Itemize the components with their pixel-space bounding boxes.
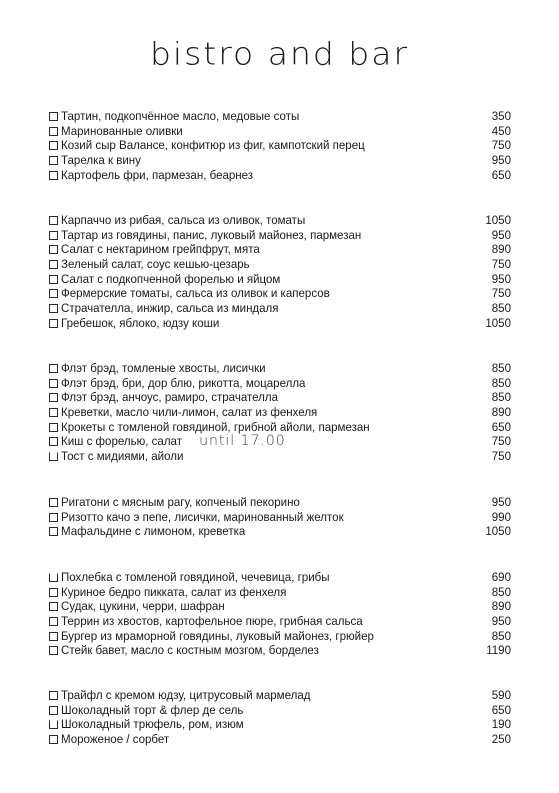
menu-item <box>49 614 511 629</box>
checkbox-icon <box>49 141 58 150</box>
menu-item-name: Ригатони с мясным рагу, копченый пекорино <box>61 495 300 509</box>
menu-item <box>49 524 511 539</box>
menu-item-price: 950 <box>491 153 511 168</box>
checkbox-icon <box>49 452 58 461</box>
menu-item <box>49 361 511 376</box>
menu-item <box>49 570 511 585</box>
checkbox-icon <box>49 617 58 626</box>
menu-item-name: Флэт брэд, томленые хвосты, лисички <box>61 361 266 375</box>
menu-item <box>49 703 511 718</box>
menu-item <box>49 629 511 644</box>
menu-item-name: Судак, цукини, черри, шафран <box>61 599 225 614</box>
menu-item-price: 1190 <box>486 643 511 658</box>
menu-item-name: Флэт брэд, бри, дор блю, рикотта, моцарелла <box>61 375 306 390</box>
checkbox-icon <box>49 498 58 507</box>
menu-title: bistro and bar <box>149 34 410 73</box>
menu-item-name: Маринованные оливки <box>61 123 183 138</box>
checkbox-icon <box>49 720 58 729</box>
checkbox-icon <box>49 588 58 597</box>
checkbox-icon <box>49 527 58 536</box>
menu-item-price: 750 <box>491 257 511 272</box>
menu-item-name: Террин из хвостов, картофельное пюре, грибная сальса <box>61 614 363 629</box>
menu-item-price: 1050 <box>485 524 511 539</box>
checkbox-icon <box>49 513 58 522</box>
checkbox-icon <box>49 691 58 700</box>
menu-item-name: Мафальдине с лимоном, креветка <box>61 524 246 539</box>
menu-item-name: Козий сыр Валансе, конфитюр из фиг, кампотский перец <box>61 138 365 153</box>
menu-item <box>49 168 511 183</box>
menu-item-name: Стейк бавет, масло с костным мозгом, борделез <box>61 643 319 658</box>
menu-item-price: 590 <box>491 688 511 702</box>
menu-item-price: 750 <box>491 434 511 449</box>
checkbox-icon <box>49 393 58 402</box>
menu-item <box>49 228 511 243</box>
menu-item <box>49 585 511 600</box>
checkbox-icon <box>49 437 58 446</box>
menu-item-name: Мороженое / сорбет <box>61 732 170 747</box>
menu-section-mains <box>49 570 511 658</box>
menu-item-name: Тост с мидиями, айоли <box>61 449 184 464</box>
menu-item-name: Гребешок, яблоко, юдзу коши <box>61 315 220 330</box>
checkbox-icon <box>49 156 58 165</box>
menu-item-price: 1050 <box>485 213 511 227</box>
checkbox-icon <box>49 289 58 298</box>
menu-item <box>49 138 511 153</box>
menu-item <box>49 510 511 525</box>
menu-item <box>49 732 511 747</box>
checkbox-icon <box>49 573 58 582</box>
menu-item-price: 190 <box>491 717 511 732</box>
checkbox-icon <box>49 112 58 121</box>
menu-item-price: 690 <box>491 570 511 584</box>
menu-item-price: 750 <box>491 449 511 464</box>
checkbox-icon <box>49 646 58 655</box>
menu-item <box>49 213 511 228</box>
menu-item-name: Салат с подкопченной форелью и яйцом <box>61 271 281 286</box>
menu-item <box>49 301 511 316</box>
menu-item-price: 750 <box>491 138 511 153</box>
checkbox-icon <box>49 602 58 611</box>
menu-item-price: 750 <box>491 286 511 301</box>
menu-item-price: 850 <box>491 628 511 643</box>
checkbox-icon <box>49 364 58 373</box>
menu-item-name: Киш с форелью, салат <box>61 434 182 449</box>
checkbox-icon <box>49 275 58 284</box>
menu-section-hot-appetizers <box>49 361 511 464</box>
menu-item-price: 650 <box>491 702 511 717</box>
menu-item <box>49 153 511 168</box>
menu-item <box>49 124 511 139</box>
menu-section-pasta <box>49 495 511 539</box>
checkbox-icon <box>49 260 58 269</box>
menu-item-name: Тарелка к вину <box>61 153 141 168</box>
checkbox-icon <box>49 171 58 180</box>
menu-item <box>49 449 511 464</box>
menu-item <box>49 316 511 331</box>
menu-item-handwritten-note: until 17.00 <box>199 433 286 450</box>
checkbox-icon <box>49 304 58 313</box>
menu-item-price: 890 <box>491 405 511 420</box>
menu-item <box>49 717 511 732</box>
menu-item-price: 890 <box>491 242 511 257</box>
menu-section-starters <box>49 109 511 182</box>
menu-item-name: Страчателла, инжир, сальса из миндаля <box>61 301 279 316</box>
checkbox-icon <box>49 245 58 254</box>
checkbox-icon <box>49 408 58 417</box>
menu-item-price: 850 <box>491 584 511 599</box>
menu-item-price: 850 <box>491 361 511 375</box>
menu-item <box>49 257 511 272</box>
menu-item <box>49 286 511 301</box>
menu-item-name: Флэт брэд, анчоус, рамиро, страчателла <box>61 390 279 405</box>
menu-item <box>49 376 511 391</box>
menu-item-name: Креветки, масло чили-лимон, салат из фенхеля <box>61 405 318 420</box>
menu-item <box>49 405 511 420</box>
menu-item-price: 950 <box>491 495 511 509</box>
menu-item-name: Ризотто качо э пепе, лисички, маринованный желток <box>61 509 344 524</box>
menu-item-price: 650 <box>491 167 511 182</box>
menu-item-name: Картофель фри, пармезан, беарнез <box>61 167 254 182</box>
menu-item-name: Фермерские томаты, сальса из оливок и каперсов <box>61 286 330 301</box>
menu-item-price: 950 <box>491 614 511 629</box>
menu-item-name: Тартин, подкопчённое масло, медовые соты <box>61 109 300 123</box>
checkbox-icon <box>49 319 58 328</box>
menu-item-name: Зеленый салат, соус кешью-цезарь <box>61 257 250 272</box>
menu-item <box>49 272 511 287</box>
menu-item <box>49 495 511 510</box>
menu-item-name: Куриное бедро пикката, салат из фенхеля <box>61 584 287 599</box>
menu-item-price: 950 <box>491 271 511 286</box>
menu-item-price: 450 <box>491 123 511 138</box>
menu-item <box>49 643 511 658</box>
checkbox-icon <box>49 231 58 240</box>
menu-item <box>49 109 511 124</box>
menu-item-name: Похлебка с томленой говядиной, чечевица, грибы <box>61 570 330 584</box>
menu-item-name: Шоколадный торт & флер де сель <box>61 702 244 717</box>
menu-item-name: Тартар из говядины, панис, луковый майонез, пармезан <box>61 227 362 242</box>
menu-item-name: Бургер из мраморной говядины, луковый майонез, грюйер <box>61 628 374 643</box>
menu-item-price: 890 <box>491 599 511 614</box>
menu-item <box>49 599 511 614</box>
checkbox-icon <box>49 423 58 432</box>
menu-item <box>49 688 511 703</box>
menu-item-name: Карпаччо из рибая, сальса из оливок, томаты <box>61 213 306 227</box>
menu-section-cold-dishes <box>49 213 511 331</box>
menu-item-price: 850 <box>491 301 511 316</box>
menu-section-desserts <box>49 688 511 747</box>
checkbox-icon <box>49 216 58 225</box>
menu-item <box>49 434 511 449</box>
menu-item-price: 250 <box>491 732 511 747</box>
checkbox-icon <box>49 379 58 388</box>
menu-item-name: Крокеты с томленой говядиной, грибной айоли, пармезан <box>61 419 370 434</box>
menu-item <box>49 390 511 405</box>
checkbox-icon <box>49 127 58 136</box>
checkbox-icon <box>49 706 58 715</box>
checkbox-icon <box>49 632 58 641</box>
menu-item <box>49 420 511 435</box>
menu-item-name: Шоколадный трюфель, ром, изюм <box>61 717 244 732</box>
menu-item-price: 850 <box>491 390 511 405</box>
menu-item-price: 650 <box>491 419 511 434</box>
menu-item <box>49 242 511 257</box>
checkbox-icon <box>49 735 58 744</box>
menu-item-name: Трайфл с кремом юдзу, цитрусовый мармелад <box>61 688 311 702</box>
menu-item-name: Салат с нектарином грейпфрут, мята <box>61 242 260 257</box>
menu-item-price: 850 <box>491 375 511 390</box>
menu-item-price: 1050 <box>485 315 511 330</box>
menu-item-price: 950 <box>491 227 511 242</box>
menu-item-price: 350 <box>491 109 511 123</box>
menu-item-price: 990 <box>491 509 511 524</box>
